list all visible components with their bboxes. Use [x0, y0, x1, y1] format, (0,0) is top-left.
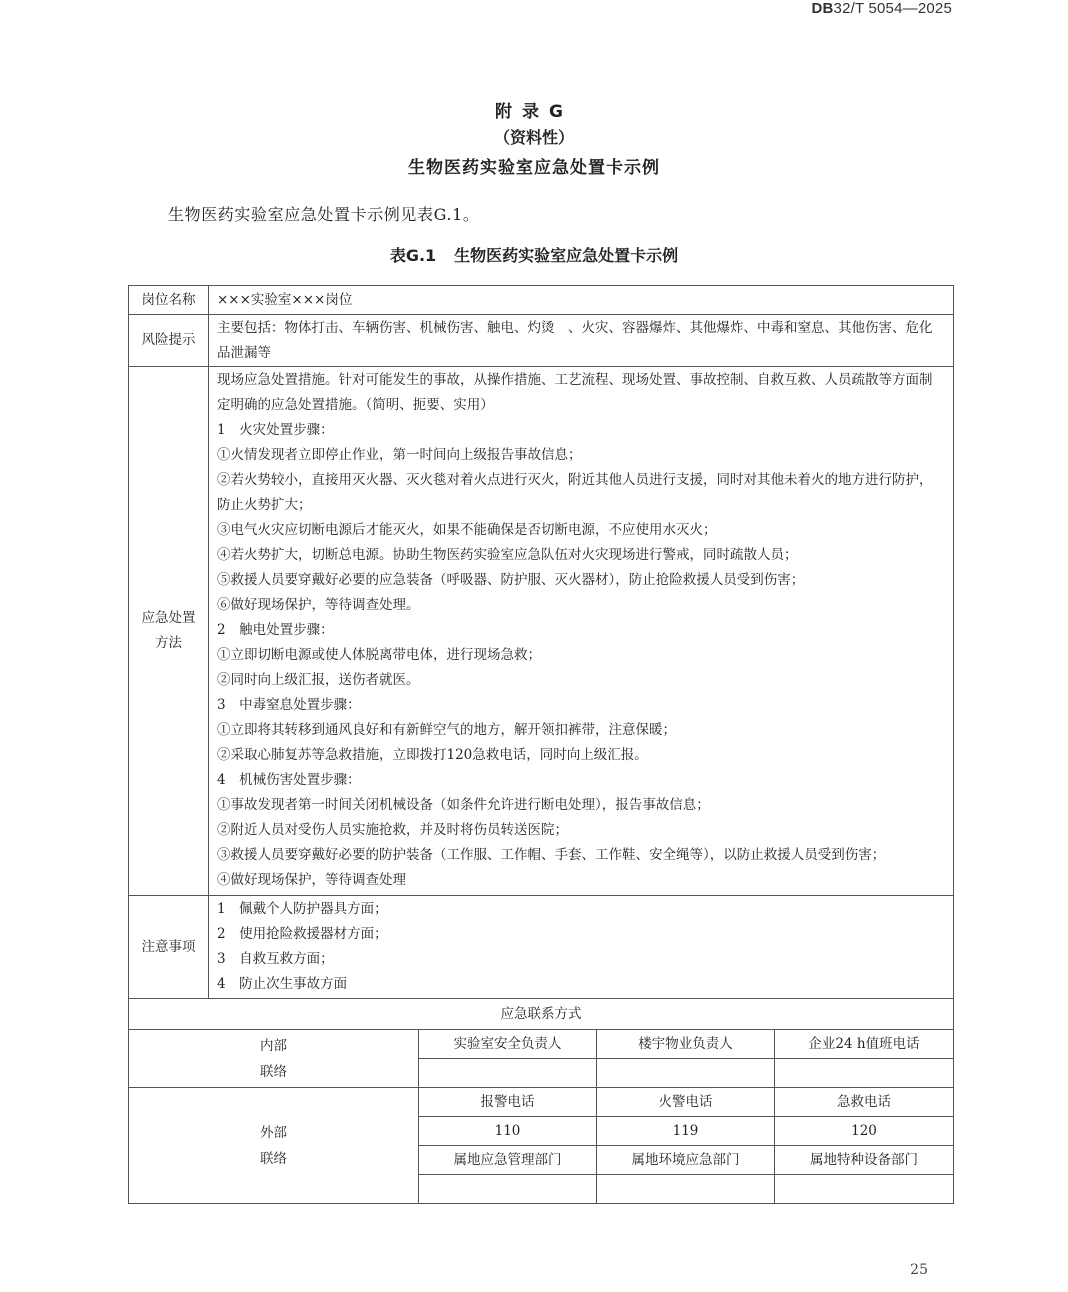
page-number: 25 [910, 1262, 928, 1278]
post-value: ×××实验室×××岗位 [209, 286, 954, 315]
table-row [129, 286, 954, 315]
method-line: ②附近人员对受伤人员实施抢救，并及时将伤员转送医院； [217, 822, 568, 838]
external-contact-label: 外部 联络 [129, 1088, 419, 1204]
internal-header: 实验室安全负责人 [419, 1030, 597, 1059]
risk-label: 风险提示 [129, 315, 209, 367]
method-line: ②若火势较小，直接用灭火器、灭火毯对着火点进行灭火，附近其他人员进行支援，同时对其他未着火的地方进行防护，防止火势扩大； [217, 472, 933, 513]
method-line: 3 中毒窒息处置步骤： [217, 697, 361, 713]
notes-line: 2 使用抢险救援器材方面； [217, 926, 388, 942]
external-header: 急救电话 [775, 1088, 954, 1117]
external-department: 属地环境应急部门 [597, 1146, 775, 1175]
table-row [129, 315, 954, 367]
external-header: 火警电话 [597, 1088, 775, 1117]
internal-value-cell [597, 1059, 775, 1088]
method-content [209, 367, 954, 896]
emergency-card-table [128, 285, 954, 1204]
method-line: ⑥做好现场保护，等待调查处理。 [217, 597, 420, 613]
internal-header: 楼宇物业负责人 [597, 1030, 775, 1059]
method-line: ①立即切断电源或使人体脱离带电体，进行现场急救； [217, 647, 541, 663]
method-line: ④若火势扩大，切断总电源。协助生物医药实验室应急队伍对火灾现场进行警戒，同时疏散人员； [217, 547, 798, 563]
table-caption: 生物医药实验室应急处置卡示例 [454, 246, 679, 265]
method-line: ④做好现场保护，等待调查处理 [217, 872, 406, 888]
method-intro: 现场应急处置措施。针对可能发生的事故，从操作措施、工艺流程、现场处置、事故控制、自救互救、人员疏散等方面制定明确的应急处置措施。（简明、扼要、实用） [217, 372, 933, 413]
external-value-cell [775, 1175, 954, 1204]
method-line: ②同时向上级汇报，送伤者就医。 [217, 672, 420, 688]
table-row [129, 999, 954, 1030]
appendix-label: 附录G [495, 102, 573, 122]
appendix-nature: （资料性） [493, 128, 574, 147]
method-line: 1 火灾处置步骤： [217, 422, 334, 438]
table-row [129, 896, 954, 999]
external-number: 120 [775, 1117, 954, 1146]
external-value-cell [597, 1175, 775, 1204]
internal-contact-label: 内部 联络 [129, 1030, 419, 1088]
table-row [129, 1030, 954, 1059]
notes-line: 1 佩戴个人防护器具方面； [217, 901, 388, 917]
method-line: 4 机械伤害处置步骤： [217, 772, 361, 788]
contacts-title: 应急联系方式 [129, 999, 954, 1030]
internal-value-cell [775, 1059, 954, 1088]
external-department: 属地应急管理部门 [419, 1146, 597, 1175]
internal-header: 企业24 h值班电话 [775, 1030, 954, 1059]
standard-code: DB32/T 5054—2025 [811, 0, 952, 17]
method-line: ①立即将其转移到通风良好和有新鲜空气的地方，解开领扣裤带，注意保暖； [217, 722, 676, 738]
method-line: 2 触电处置步骤： [217, 622, 334, 638]
appendix-title: 生物医药实验室应急处置卡示例 [408, 158, 660, 178]
notes-line: 3 自救互救方面； [217, 951, 334, 967]
table-number: 表G.1 [389, 246, 437, 265]
external-department: 属地特种设备部门 [775, 1146, 954, 1175]
external-value-cell [419, 1175, 597, 1204]
external-number: 110 [419, 1117, 597, 1146]
method-line: ①火情发现者立即停止作业，第一时间向上级报告事故信息； [217, 447, 582, 463]
method-line: ③电气火灾应切断电源后才能灭火，如果不能确保是否切断电源，不应使用水灭火； [217, 522, 717, 538]
notes-content [209, 896, 954, 999]
method-line: ⑤救援人员要穿戴好必要的应急装备（呼吸器、防护服、灭火器材），防止抢险救援人员受到伤害； [217, 572, 805, 588]
post-label: 岗位名称 [129, 286, 209, 315]
risk-value: 主要包括：物体打击、车辆伤害、机械伤害、触电、灼烫 、火灾、容器爆炸、其他爆炸、中毒和窒息、其他伤害、危化品泄漏等 [209, 315, 954, 367]
method-label: 应急处置 方法 [129, 367, 209, 896]
intro-paragraph: 生物医药实验室应急处置卡示例见表G.1。 [168, 205, 480, 224]
internal-value-cell [419, 1059, 597, 1088]
notes-line: 4 防止次生事故方面 [217, 976, 348, 992]
method-line: ②采取心肺复苏等急救措施，立即拨打120急救电话，同时向上级汇报。 [217, 747, 648, 763]
external-header: 报警电话 [419, 1088, 597, 1117]
method-line: ③救援人员要穿戴好必要的防护装备（工作服、工作帽、手套、工作鞋、安全绳等），以防止救援人员受到伤害； [217, 847, 886, 863]
table-row [129, 367, 954, 896]
method-line: ①事故发现者第一时间关闭机械设备（如条件允许进行断电处理），报告事故信息； [217, 797, 710, 813]
external-number: 119 [597, 1117, 775, 1146]
notes-label: 注意事项 [129, 896, 209, 999]
table-title [0, 243, 1068, 266]
table-row [129, 1088, 954, 1117]
